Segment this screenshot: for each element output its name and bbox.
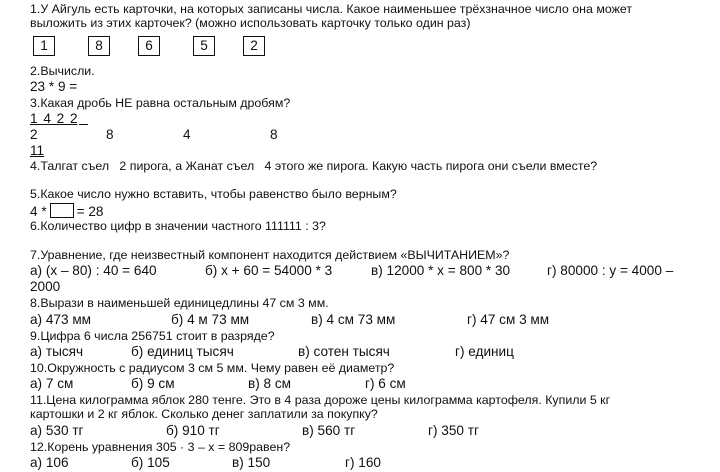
- q8-option: а) 473 мм: [30, 312, 92, 327]
- q8-text: 8.Вырази в наименьшей единицедлины 47 см 3 мм.: [30, 296, 329, 310]
- q7-option: в) 12000 * х = 800 * 30: [371, 263, 511, 278]
- q3-denominator: 4: [183, 127, 191, 142]
- q8-option: г) 47 см 3 мм: [467, 312, 550, 327]
- q9-option: б) единиц тысяч: [131, 344, 234, 359]
- q1-line1: 1.У Айгуль есть карточки, на которых записаны числа. Какое наименьшее трёхзначное число она может: [30, 2, 633, 16]
- number-card: 6: [138, 36, 160, 56]
- q11-option: б) 910 тг: [166, 423, 220, 438]
- q7-option-wrap: 2000: [30, 279, 61, 294]
- q5-right: = 28: [76, 204, 104, 219]
- q4-text: 4.Талгат съел 2 пирога, а Жанат съел 4 этого же пирога. Какую часть пирога они съели вместе?: [30, 159, 598, 173]
- number-card: 8: [88, 36, 110, 56]
- q3-text: 3.Какая дробь НЕ равна остальным дробям?: [30, 96, 291, 110]
- q12-option: в) 150: [232, 455, 271, 470]
- q7-option: б) х + 60 = 54000 * 3: [205, 263, 333, 278]
- number-card: 5: [193, 36, 215, 56]
- q3-denominator: 2: [30, 127, 38, 142]
- q12-option: б) 105: [131, 455, 170, 470]
- q2-text: 2.Вычисли.: [30, 64, 95, 78]
- q11-option: а) 530 тг: [30, 423, 84, 438]
- q9-option: в) сотен тысяч: [298, 344, 390, 359]
- q11-option: г) 350 тг: [428, 423, 479, 438]
- q3-extra-number: 11: [30, 143, 45, 158]
- q3-numerators: 1 4 2 2: [30, 111, 78, 126]
- fraction-bar: [79, 124, 88, 125]
- q2-expression: 23 * 9 =: [30, 79, 78, 94]
- answer-blank: [50, 203, 74, 218]
- q7-option: а) (х – 80) : 40 = 640: [30, 263, 157, 278]
- number-card: 2: [243, 36, 265, 56]
- q10-option: б) 9 см: [131, 376, 175, 391]
- number-card: 1: [33, 36, 55, 56]
- q9-option: а) тысяч: [30, 344, 84, 359]
- q7-option: г) 80000 : у = 4000 –: [547, 263, 674, 278]
- q10-text: 10.Окружность с радиусом 3 см 5 мм. Чему равен её диаметр?: [30, 361, 395, 375]
- q1-line2: выложить из этих карточек? (можно использовать карточку только один раз): [30, 16, 471, 30]
- q6-text: 6.Количество цифр в значении частного 111111 : 3?: [30, 219, 326, 233]
- q8-option: в) 4 см 73 мм: [311, 312, 396, 327]
- q5-equation: [30, 203, 103, 220]
- q7-text: 7.Уравнение, где неизвестный компонент находится действием «ВЫЧИТАНИЕМ»?: [30, 248, 510, 262]
- q8-option: б) 4 м 73 мм: [171, 312, 250, 327]
- q10-option: г) 6 см: [365, 376, 406, 391]
- q10-option: а) 7 см: [30, 376, 74, 391]
- q9-text: 9.Цифра 6 числа 256751 стоит в разряде?: [30, 329, 275, 343]
- q11-line2: картошки и 2 кг яблок. Сколько денег заплатили за покупку?: [30, 407, 378, 421]
- q3-denominator: 8: [106, 127, 114, 142]
- q11-line1: 11.Цена килограмма яблок 280 тенге. Это в 4 раза дороже цены килограмма картофеля. Купили 5 кг: [30, 393, 611, 407]
- q5-left: 4 *: [30, 204, 47, 219]
- q3-denominator: 8: [270, 127, 278, 142]
- q12-text: 12.Корень уравнения 305 · 3 – х = 809равен?: [30, 440, 291, 454]
- q10-option: в) 8 см: [248, 376, 292, 391]
- q5-text: 5.Какое число нужно вставить, чтобы равенство было верным?: [30, 187, 397, 201]
- q12-option: а) 106: [30, 455, 69, 470]
- q11-option: в) 560 тг: [302, 423, 356, 438]
- q12-option: г) 160: [345, 455, 381, 470]
- q9-option: г) единиц: [455, 344, 514, 359]
